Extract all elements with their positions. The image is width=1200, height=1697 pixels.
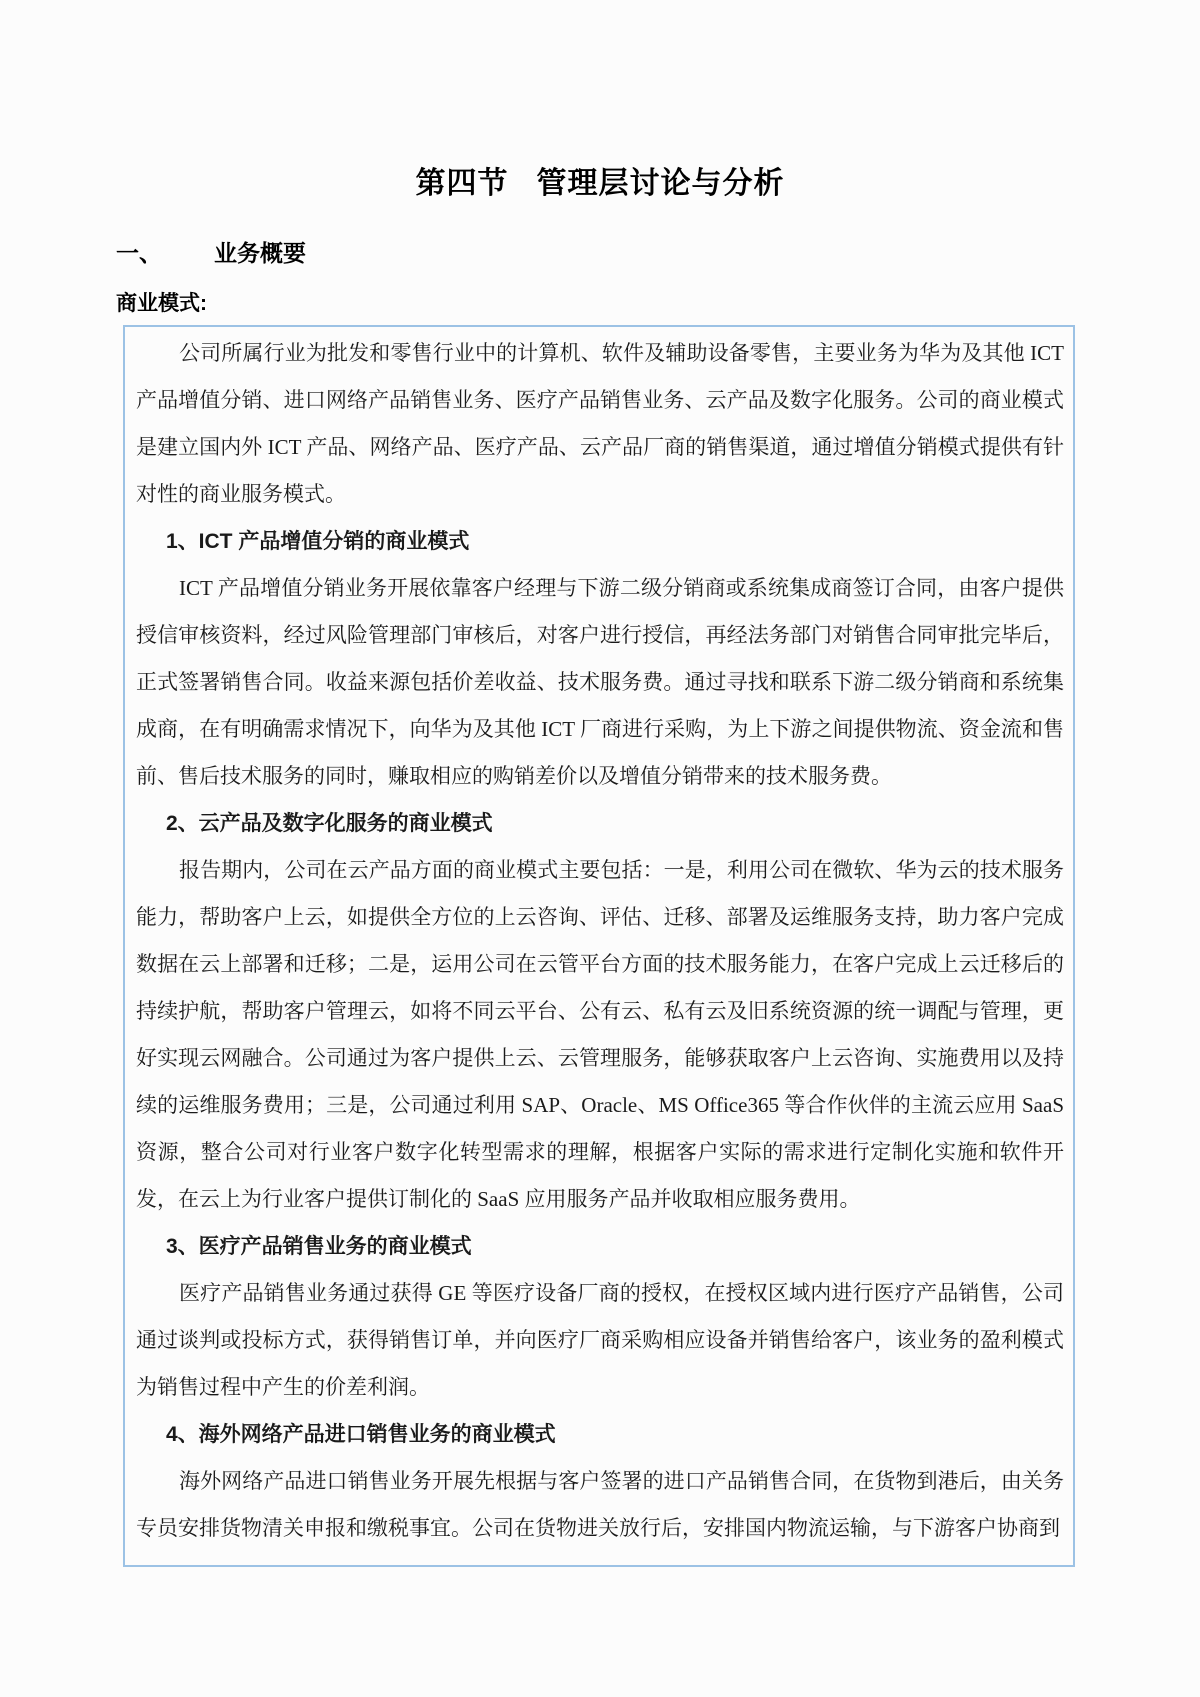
page-title-text: 管理层讨论与分析: [536, 167, 785, 200]
box-subheading: 4、海外网络产品进口销售业务的商业模式: [166, 1423, 556, 1446]
box-paragraph: 医疗产品销售业务通过获得 GE 等医疗设备厂商的授权，在授权区域内进行医疗产品销售，公司通过谈判或投标方式，获得销售订单，并向医疗厂商采购相应设备并销售给客户，该业务的盈利模式为销售过程中产生的价差利润。: [136, 1281, 1064, 1399]
box-subheading: 2、云产品及数字化服务的商业模式: [166, 812, 493, 835]
business-model-box: [123, 325, 1075, 1567]
page-title: [0, 0, 1200, 200]
section-heading-label: 业务概要: [214, 240, 306, 266]
box-subheading: 1、ICT 产品增值分销的商业模式: [166, 530, 470, 553]
box-paragraph: 海外网络产品进口销售业务开展先根据与客户签署的进口产品销售合同，在货物到港后，由关务专员安排货物清关申报和缴税事宜。公司在货物进关放行后，安排国内物流运输，与下游客户协商到: [136, 1469, 1064, 1540]
box-paragraph: 公司所属行业为批发和零售行业中的计算机、软件及辅助设备零售，主要业务为华为及其他 ICT 产品增值分销、进口网络产品销售业务、医疗产品销售业务、云产品及数字化服务。公司的商业模式是建立国内外 ICT 产品、网络产品、医疗产品、云产品厂商的销售渠道，通过增值分销模式提供有针对性的商业服务模式。: [136, 341, 1064, 506]
page-title-section-number: 第四节: [415, 167, 509, 200]
section-number: 一、: [116, 240, 162, 266]
box-subheading: 3、医疗产品销售业务的商业模式: [166, 1235, 472, 1258]
box-paragraph: 报告期内，公司在云产品方面的商业模式主要包括：一是，利用公司在微软、华为云的技术服务能力，帮助客户上云，如提供全方位的上云咨询、评估、迁移、部署及运维服务支持，助力客户完成数据在云上部署和迁移；二是，运用公司在云管平台方面的技术服务能力，在客户完成上云迁移后的持续护航，帮助客户管理云，如将不同云平台、公有云、私有云及旧系统资源的统一调配与管理，更好实现云网融合。公司通过为客户提供上云、云管理服务，能够获取客户上云咨询、实施费用以及持续的运维服务费用；三是，公司通过利用 SAP、Oracle、MS Office365 等合作伙伴的主流云应用 SaaS 资源，整合公司对行业客户数字化转型需求的理解，根据客户实际的需求进行定制化实施和软件开发，在云上为行业客户提供订制化的 SaaS 应用服务产品并收取相应服务费用。: [136, 858, 1064, 1211]
business-model-label: 商业模式:: [116, 292, 207, 315]
box-paragraph: ICT 产品增值分销业务开展依靠客户经理与下游二级分销商或系统集成商签订合同，由客户提供授信审核资料，经过风险管理部门审核后，对客户进行授信，再经法务部门对销售合同审批完毕后，正式签署销售合同。收益来源包括价差收益、技术服务费。通过寻找和联系下游二级分销商和系统集成商，在有明确需求情况下，向华为及其他 ICT 厂商进行采购，为上下游之间提供物流、资金流和售前、售后技术服务的同时，赚取相应的购销差价以及增值分销带来的技术服务费。: [136, 576, 1064, 788]
section-heading: [116, 240, 1200, 266]
